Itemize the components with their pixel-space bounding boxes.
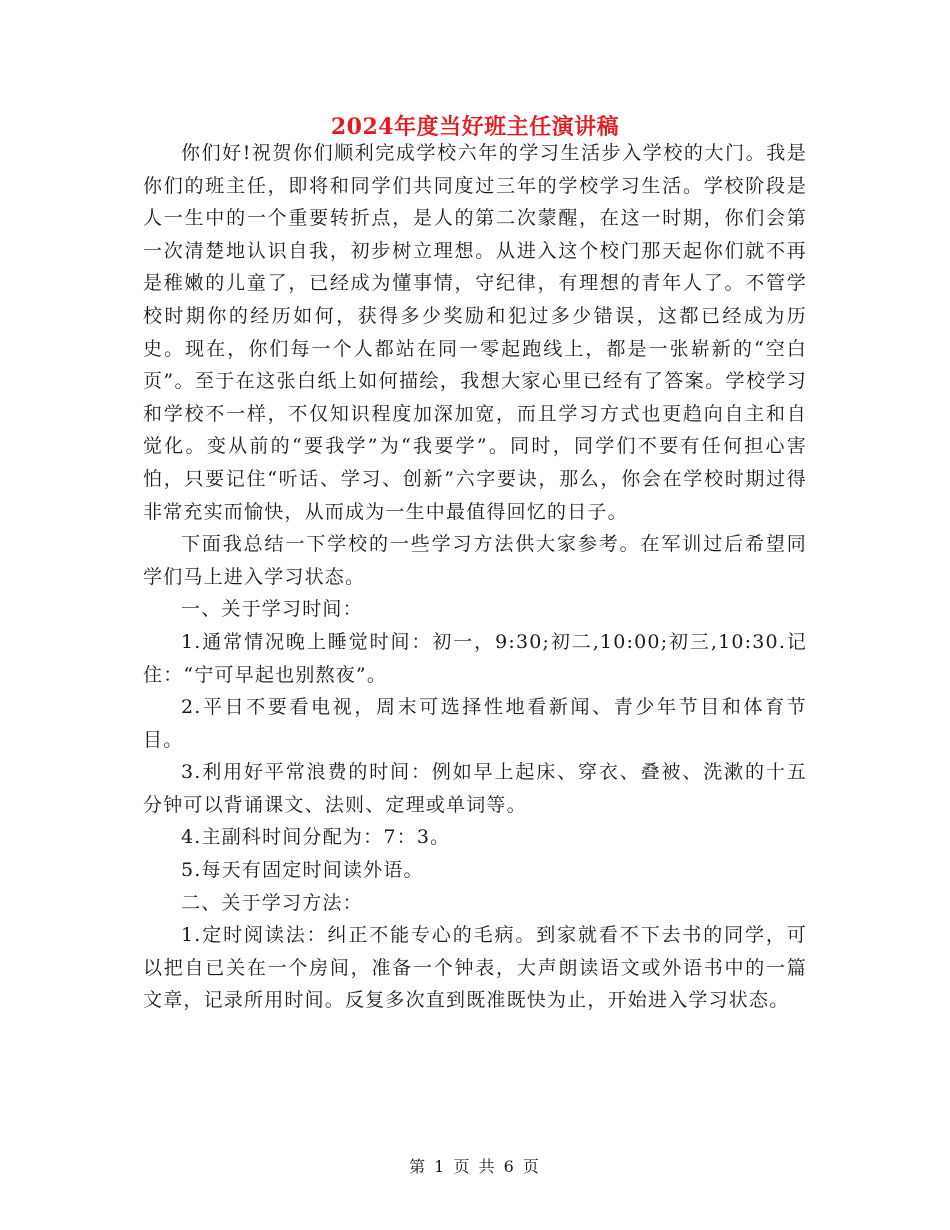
section-heading-study-method: 二、关于学习方法：: [181, 891, 363, 914]
document-body: [143, 137, 807, 1017]
list-item-sleep-time: 1.通常情况晚上睡觉时间：初一，9:30;初二,10:00;初三,10:30.记住：“宁可早起也别熬夜”。: [143, 630, 807, 686]
section-heading-study-time: 一、关于学习时间：: [181, 598, 363, 621]
paragraph-intro: 你们好!祝贺你们顺利完成学校六年的学习生活步入学校的大门。我是你们的班主任，即将和同学们共同度过三年的学校学习生活。学校阶段是人一生中的一个重要转折点，是人的第二次蒙醒，在这一时期，你们会第一次清楚地认识自我，初步树立理想。从进入这个校门那天起你们就不再是稚嫩的儿童了，已经成为懂事情，守纪律，有理想的青年人了。不管学校时期你的经历如何，获得多少奖励和犯过多少错误，这都已经成为历史。现在，你们每一个人都站在同一零起跑线上，都是一张崭新的“空白页”。至于在这张白纸上如何描绘，我想大家心里已经有了答案。学校学习和学校不一样，不仅知识程度加深加宽，而且学习方式也更趋向自主和自觉化。变从前的“要我学”为“我要学”。同时，同学们不要有任何担心害怕，只要记住“听话、学习、创新”六字要诀，那么，你会在学校时期过得非常充实而愉快，从而成为一生中最值得回忆的日子。: [143, 142, 807, 523]
list-item-timed-reading: 1.定时阅读法：纠正不能专心的毛病。到家就看不下去书的同学，可以把自已关在一个房间，准备一个钟表，大声朗读语文或外语书中的一篇文章，记录所用时间。反复多次直到既准既快为止，开始进入学习状态。: [143, 924, 807, 1012]
page-footer: 第 1 页 共 6 页: [409, 1157, 541, 1176]
list-item-wasted-time: 3.利用好平常浪费的时间：例如早上起床、穿衣、叠被、洗漱的十五分钟可以背诵课文、法则、定理或单词等。: [143, 761, 807, 816]
list-item-television: 2.平日不要看电视，周末可选择性地看新闻、青少年节目和体育节目。: [143, 696, 807, 751]
page-title: 2024年度当好班主任演讲稿: [330, 114, 620, 140]
list-item-subject-ratio: 4.主副科时间分配为：7：3。: [181, 826, 451, 849]
list-item-foreign-language: 5.每天有固定时间读外语。: [181, 859, 424, 882]
paragraph-methods-intro: 下面我总结一下学校的一些学习方法供大家参考。在军训过后希望同学们马上进入学习状态。: [143, 533, 807, 588]
